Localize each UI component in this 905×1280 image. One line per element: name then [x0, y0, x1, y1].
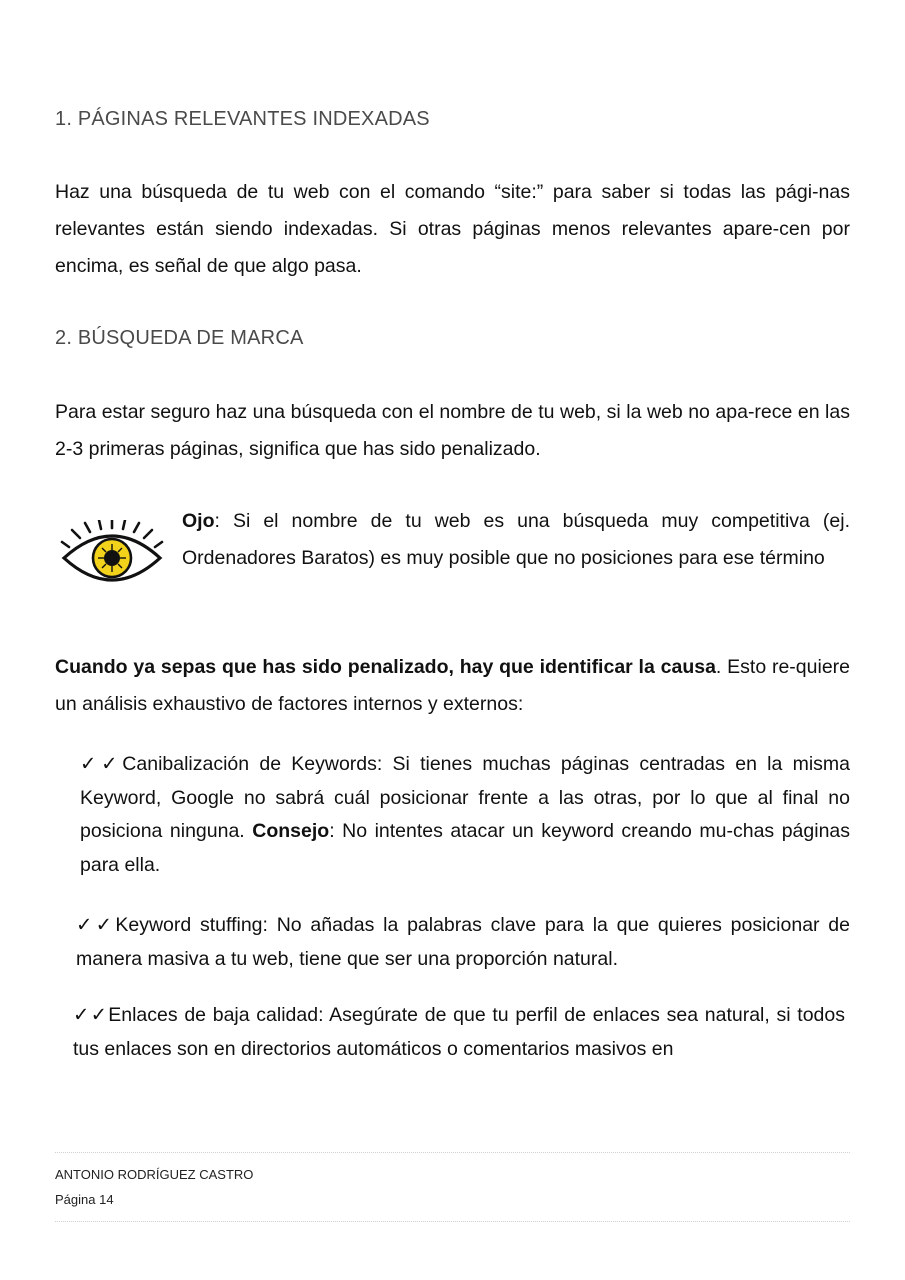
list-item-bold: Consejo [252, 820, 330, 842]
cause-paragraph [55, 649, 850, 723]
list-item [73, 999, 845, 1066]
note-text: : Si el nombre de tu web es una búsqueda muy competitiva (ej. Ordenadores Baratos) es muy posible que no posiciones para ese término [182, 510, 850, 569]
eye-icon [60, 520, 164, 588]
cause-rest: . Esto re-quiere un análisis exhaustivo de factores internos y externos: [55, 656, 850, 715]
section-2-paragraph: Para estar seguro haz una búsqueda con el nombre de tu web, si la web no apa-rece en las 2-3 primeras páginas, significa que has sido penalizado. [55, 401, 850, 460]
cause-bold: Cuando ya sepas que has sido penalizado, hay que identificar la causa [55, 656, 716, 678]
footer-divider-bottom [55, 1221, 850, 1222]
footer-author: ANTONIO RODRÍGUEZ CASTRO [55, 1167, 254, 1182]
section-2-heading: 2. BÚSQUEDA DE MARCA [55, 327, 304, 349]
list-item-after: : No intentes atacar un keyword creando mu-chas páginas para ella. [80, 820, 851, 876]
warning-note [182, 503, 850, 577]
footer-divider-top [55, 1152, 850, 1153]
section-1-heading: 1. PÁGINAS RELEVANTES INDEXADAS [55, 108, 430, 130]
check-icon: ✓✓ [80, 753, 123, 775]
footer-page-number: Página 14 [55, 1192, 114, 1207]
section-1-paragraph: Haz una búsqueda de tu web con el comando “site:” para saber si todas las pági-nas relevantes están siendo indexadas. Si otras páginas menos relevantes apare-cen por encima, es señal de que algo pasa. [55, 181, 850, 277]
list-item [80, 748, 850, 882]
list-item-text: Canibalización de Keywords: Si tienes muchas páginas centradas en la misma Keyword, Google no sabrá cuál posicionar frente a las otras, por lo que al final no posiciona ninguna. [80, 753, 850, 842]
note-label: Ojo [182, 510, 215, 532]
check-icon: ✓✓ [73, 1004, 109, 1026]
list-item-text: Enlaces de baja calidad: Asegúrate de que tu perfil de enlaces sea natural, si todos tus enlaces son en directorios automáticos o comentarios masivos en [73, 1004, 845, 1060]
check-icon: ✓✓ [76, 914, 116, 936]
list-item-text: Keyword stuffing: No añadas la palabras clave para la que quieres posicionar de manera masiva a tu web, tiene que ser una proporción natural. [76, 914, 850, 970]
list-item [76, 909, 850, 976]
